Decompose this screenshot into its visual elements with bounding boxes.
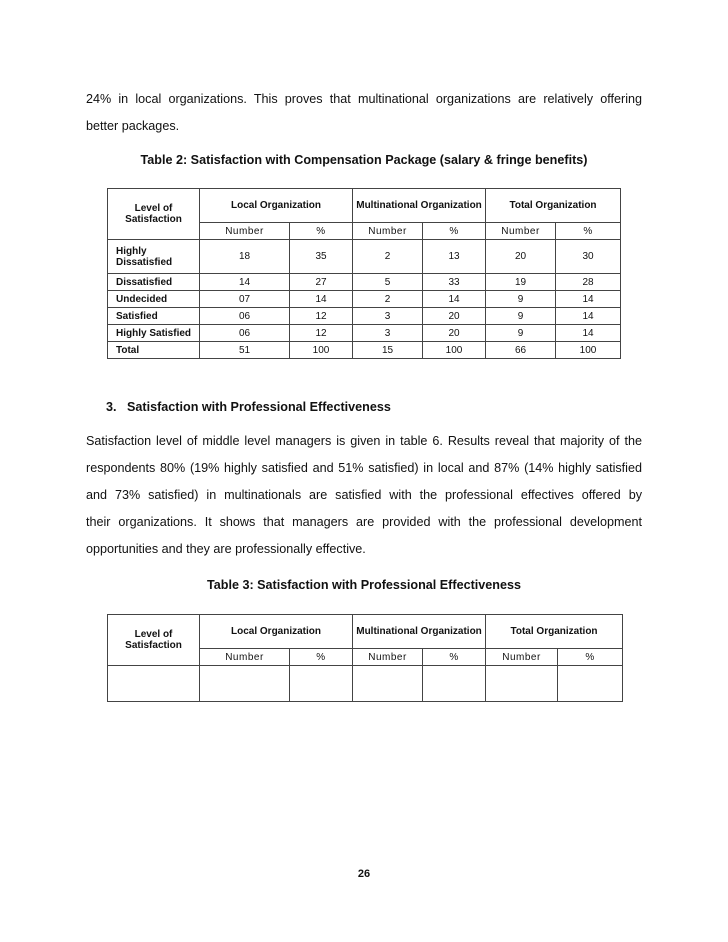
cell: 20 <box>486 240 556 274</box>
cell: 27 <box>290 274 353 291</box>
cell: 07 <box>200 291 290 308</box>
row-label: Dissatisfied <box>108 274 200 291</box>
intro-line: 24% in local organizations. This proves that multinational organizations are relatively offering <box>86 92 642 106</box>
cell: 3 <box>353 325 423 342</box>
cell: 06 <box>200 308 290 325</box>
cell: 9 <box>486 308 556 325</box>
cell: 14 <box>556 291 621 308</box>
level-header: Level of Satisfaction <box>108 189 200 240</box>
empty-cell <box>353 666 423 702</box>
row-label: Highly Satisfied <box>108 325 200 342</box>
percent-header: % <box>290 223 353 240</box>
cell: 19 <box>486 274 556 291</box>
paragraph-line: and 73% satisfied) in multinationals are satisfied with the professional effectives offered by <box>86 488 642 502</box>
percent-header: % <box>556 223 621 240</box>
table3-caption: Table 3: Satisfaction with Professional Effectiveness <box>206 578 521 592</box>
empty-cell <box>423 666 486 702</box>
table-row <box>108 666 623 702</box>
cell: 66 <box>486 342 556 359</box>
section-heading: 3. Satisfaction with Professional Effectiveness <box>106 400 391 414</box>
section3-paragraph <box>86 428 642 563</box>
table-row <box>108 325 621 342</box>
cell: 9 <box>486 291 556 308</box>
number-header: Number <box>353 649 423 666</box>
percent-header: % <box>423 649 486 666</box>
cell: 14 <box>556 325 621 342</box>
total-header: Total Organization <box>486 189 621 223</box>
table2 <box>107 188 621 359</box>
local-header: Local Organization <box>200 615 353 649</box>
empty-cell <box>200 666 290 702</box>
percent-header: % <box>290 649 353 666</box>
percent-header: % <box>423 223 486 240</box>
cell: 100 <box>423 342 486 359</box>
number-header: Number <box>200 649 290 666</box>
intro-paragraph <box>86 86 642 140</box>
table-row <box>108 274 621 291</box>
number-header: Number <box>353 223 423 240</box>
cell: 20 <box>423 325 486 342</box>
multi-header: Multinational Organization <box>353 189 486 223</box>
cell: 35 <box>290 240 353 274</box>
paragraph-line: their organizations. It shows that managers are provided with the professional development <box>86 515 642 529</box>
cell: 12 <box>290 308 353 325</box>
empty-cell <box>558 666 623 702</box>
page-number: 26 <box>357 868 371 880</box>
table-row <box>108 240 621 274</box>
cell: 28 <box>556 274 621 291</box>
row-label: Satisfied <box>108 308 200 325</box>
cell: 51 <box>200 342 290 359</box>
table-row <box>108 342 621 359</box>
row-label: Undecided <box>108 291 200 308</box>
table-row <box>108 291 621 308</box>
cell: 14 <box>290 291 353 308</box>
level-header: Level of Satisfaction <box>108 615 200 666</box>
row-label: Total <box>108 342 200 359</box>
empty-cell <box>486 666 558 702</box>
number-header: Number <box>486 223 556 240</box>
cell: 06 <box>200 325 290 342</box>
cell: 20 <box>423 308 486 325</box>
cell: 14 <box>200 274 290 291</box>
cell: 12 <box>290 325 353 342</box>
paragraph-line: opportunities and they are professionally effective. <box>86 542 366 556</box>
cell: 15 <box>353 342 423 359</box>
multi-header: Multinational Organization <box>353 615 486 649</box>
number-header: Number <box>200 223 290 240</box>
cell: 14 <box>556 308 621 325</box>
paragraph-line: respondents 80% (19% highly satisfied and 51% satisfied) in local and 87% (14% highly satisfied <box>86 461 642 475</box>
cell: 18 <box>200 240 290 274</box>
paragraph-line: Satisfaction level of middle level managers is given in table 6. Results reveal that majority of the <box>86 434 642 448</box>
percent-header: % <box>558 649 623 666</box>
cell: 2 <box>353 291 423 308</box>
cell: 13 <box>423 240 486 274</box>
intro-line: better packages. <box>86 119 180 133</box>
row-label: Highly Dissatisfied <box>108 240 200 274</box>
empty-cell <box>290 666 353 702</box>
total-header: Total Organization <box>486 615 623 649</box>
cell: 2 <box>353 240 423 274</box>
table2-caption: Table 2: Satisfaction with Compensation Package (salary & fringe benefits) <box>140 153 588 167</box>
cell: 3 <box>353 308 423 325</box>
table3 <box>107 614 623 702</box>
cell: 14 <box>423 291 486 308</box>
cell: 5 <box>353 274 423 291</box>
number-header: Number <box>486 649 558 666</box>
cell: 9 <box>486 325 556 342</box>
empty-cell <box>108 666 200 702</box>
table-row <box>108 308 621 325</box>
cell: 100 <box>290 342 353 359</box>
cell: 100 <box>556 342 621 359</box>
cell: 33 <box>423 274 486 291</box>
local-header: Local Organization <box>200 189 353 223</box>
cell: 30 <box>556 240 621 274</box>
